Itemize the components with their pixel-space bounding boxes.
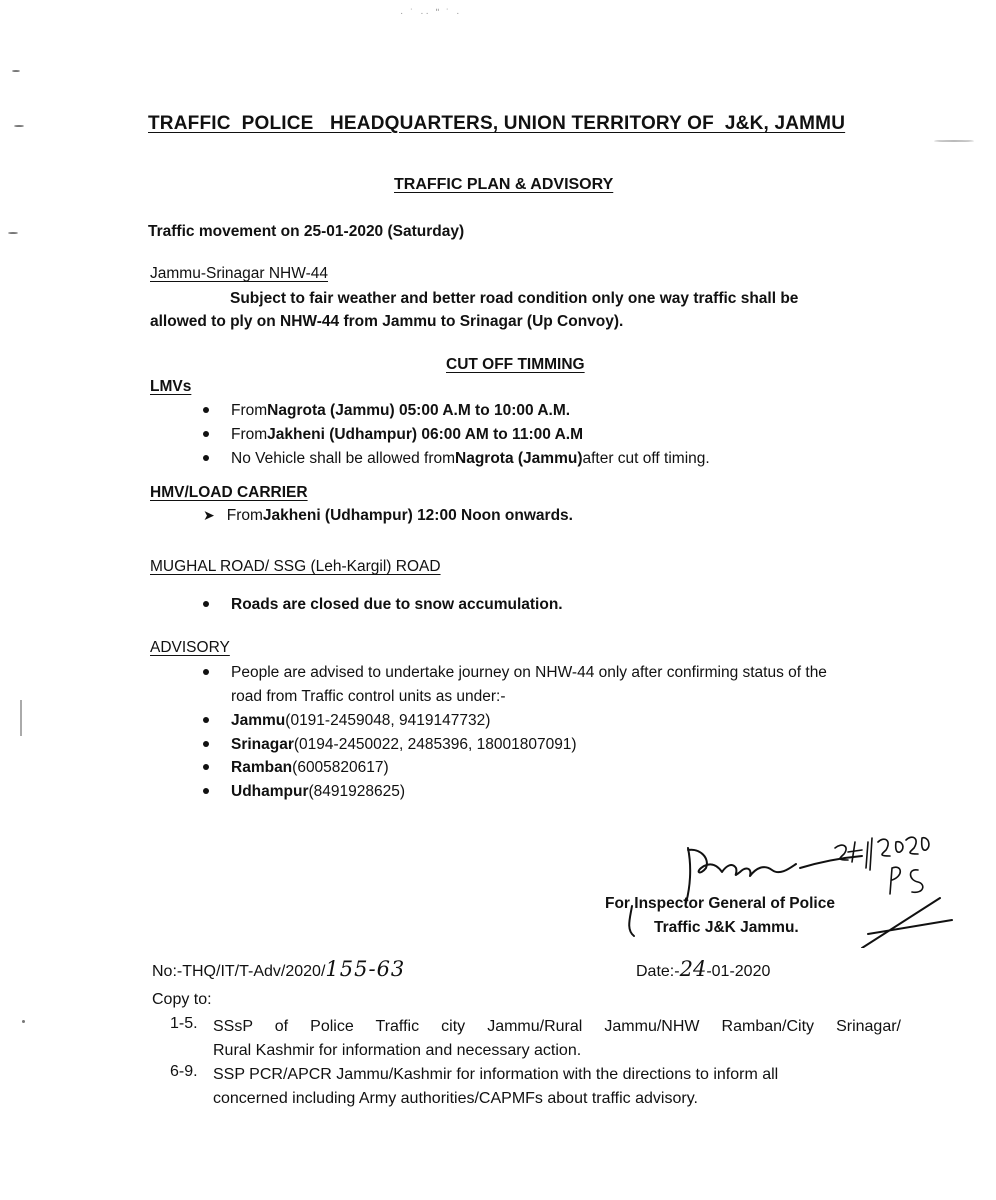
lmv-item-tail: after cut off timing. xyxy=(582,450,710,467)
bullet-icon xyxy=(203,764,209,770)
mughal-item-text: Roads are closed due to snow accumulation. xyxy=(231,596,563,613)
lmv-item-bold: Jakheni (Udhampur) 06:00 AM to 11:00 A.M xyxy=(267,426,583,443)
contact-numbers: (0194-2450022, 2485396, 18001807091) xyxy=(293,736,577,753)
bullet-icon xyxy=(203,601,209,607)
contact-place: Ramban xyxy=(231,759,293,776)
scan-speck xyxy=(22,1020,25,1023)
advisory-line1: People are advised to undertake journey on NHW-44 only after confirming status of the xyxy=(231,664,827,681)
bullet-icon xyxy=(203,455,209,461)
document-subtitle: TRAFFIC PLAN & ADVISORY xyxy=(394,176,614,193)
bullet-icon xyxy=(203,788,209,794)
page-title: TRAFFIC POLICE HEADQUARTERS, UNION TERRITORY OF J&K, JAMMU xyxy=(148,113,846,134)
lmv-item-text: No Vehicle shall be allowed from xyxy=(231,450,456,467)
lmv-heading: LMVs xyxy=(150,378,192,395)
scan-speck xyxy=(12,70,20,72)
copy-item-text xyxy=(213,1015,901,1063)
lmv-item-text: From xyxy=(231,402,268,419)
contact-item xyxy=(203,759,389,777)
lmv-item xyxy=(203,426,583,444)
mughal-heading: MUGHAL ROAD/ SSG (Leh-Kargil) ROAD xyxy=(150,558,441,575)
contact-place: Srinagar xyxy=(231,736,294,753)
contact-item xyxy=(203,712,490,730)
scan-speck xyxy=(20,700,22,736)
copy-item-number: 6-9. xyxy=(170,1063,198,1080)
copy-item-number: 1-5. xyxy=(170,1015,198,1032)
copy-to-label: Copy to: xyxy=(152,991,212,1008)
scan-speck xyxy=(934,140,974,142)
nhw44-line1: Subject to fair weather and better road condition only one way traffic shall be xyxy=(230,290,799,307)
bullet-icon xyxy=(203,717,209,723)
copy-item-text xyxy=(213,1063,778,1111)
contact-item xyxy=(203,783,405,801)
lmv-item xyxy=(203,402,570,420)
contact-item xyxy=(203,736,577,754)
hmv-item-text: From xyxy=(226,507,263,524)
reference-number xyxy=(152,957,405,981)
contact-numbers: (6005820617) xyxy=(292,759,389,776)
reference-handwritten: 155-63 xyxy=(325,957,406,981)
bullet-icon xyxy=(203,741,209,747)
hmv-heading: HMV/LOAD CARRIER xyxy=(150,484,308,501)
arrow-bullet-icon: ➤ xyxy=(203,507,215,523)
mughal-item xyxy=(203,596,563,614)
contact-place: Jammu xyxy=(231,712,286,729)
nhw44-line2: allowed to ply on NHW-44 from Jammu to Srinagar (Up Convoy). xyxy=(150,313,624,330)
contact-numbers: (0191-2459048, 9419147732) xyxy=(285,712,491,729)
advisory-item xyxy=(203,664,827,682)
bullet-icon xyxy=(203,407,209,413)
scan-speck xyxy=(14,125,24,127)
signoff-line1: For Inspector General of Police xyxy=(605,895,835,912)
copy-item-line1: SSsP of Police Traffic city Jammu/Rural Jammu/NHW Ramban/City Srinagar/ xyxy=(213,1018,901,1035)
date-prefix: Date:- xyxy=(636,963,680,980)
date-handwritten: 24 xyxy=(679,957,707,981)
contact-place: Udhampur xyxy=(231,783,309,800)
lmv-item-text: From xyxy=(231,426,268,443)
copy-item-line2: Rural Kashmir for information and necessary action. xyxy=(213,1042,582,1059)
lmv-item xyxy=(203,450,710,468)
nhw44-heading: Jammu-Srinagar NHW-44 xyxy=(150,265,329,282)
document-date xyxy=(636,957,770,981)
signoff-line2: Traffic J&K Jammu. xyxy=(654,919,799,936)
date-suffix: -01-2020 xyxy=(706,963,771,980)
scan-speck xyxy=(8,232,18,234)
lmv-item-bold: Nagrota (Jammu) 05:00 A.M to 10:00 A.M. xyxy=(267,402,571,419)
hmv-item-bold: Jakheni (Udhampur) 12:00 Noon onwards. xyxy=(262,507,573,524)
lmv-item-bold: Nagrota (Jammu) xyxy=(455,450,583,467)
bullet-icon xyxy=(203,431,209,437)
cutoff-heading: CUT OFF TIMMING xyxy=(446,356,585,373)
copy-item-line1: SSP PCR/APCR Jammu/Kashmir for information with the directions to inform all xyxy=(213,1066,779,1083)
bullet-icon xyxy=(203,669,209,675)
contact-numbers: (8491928625) xyxy=(308,783,406,800)
copy-item-line2: concerned including Army authorities/CAPMFs about traffic advisory. xyxy=(213,1090,698,1107)
advisory-line2: road from Traffic control units as under:- xyxy=(231,688,506,705)
letterhead-smudge: · ˙ ·· ʺ ˙ · xyxy=(400,8,462,19)
movement-date: Traffic movement on 25-01-2020 (Saturday) xyxy=(148,223,465,240)
reference-prefix: No:-THQ/IT/T-Adv/2020/ xyxy=(152,963,326,980)
hmv-item xyxy=(203,507,573,525)
advisory-heading: ADVISORY xyxy=(150,639,230,656)
